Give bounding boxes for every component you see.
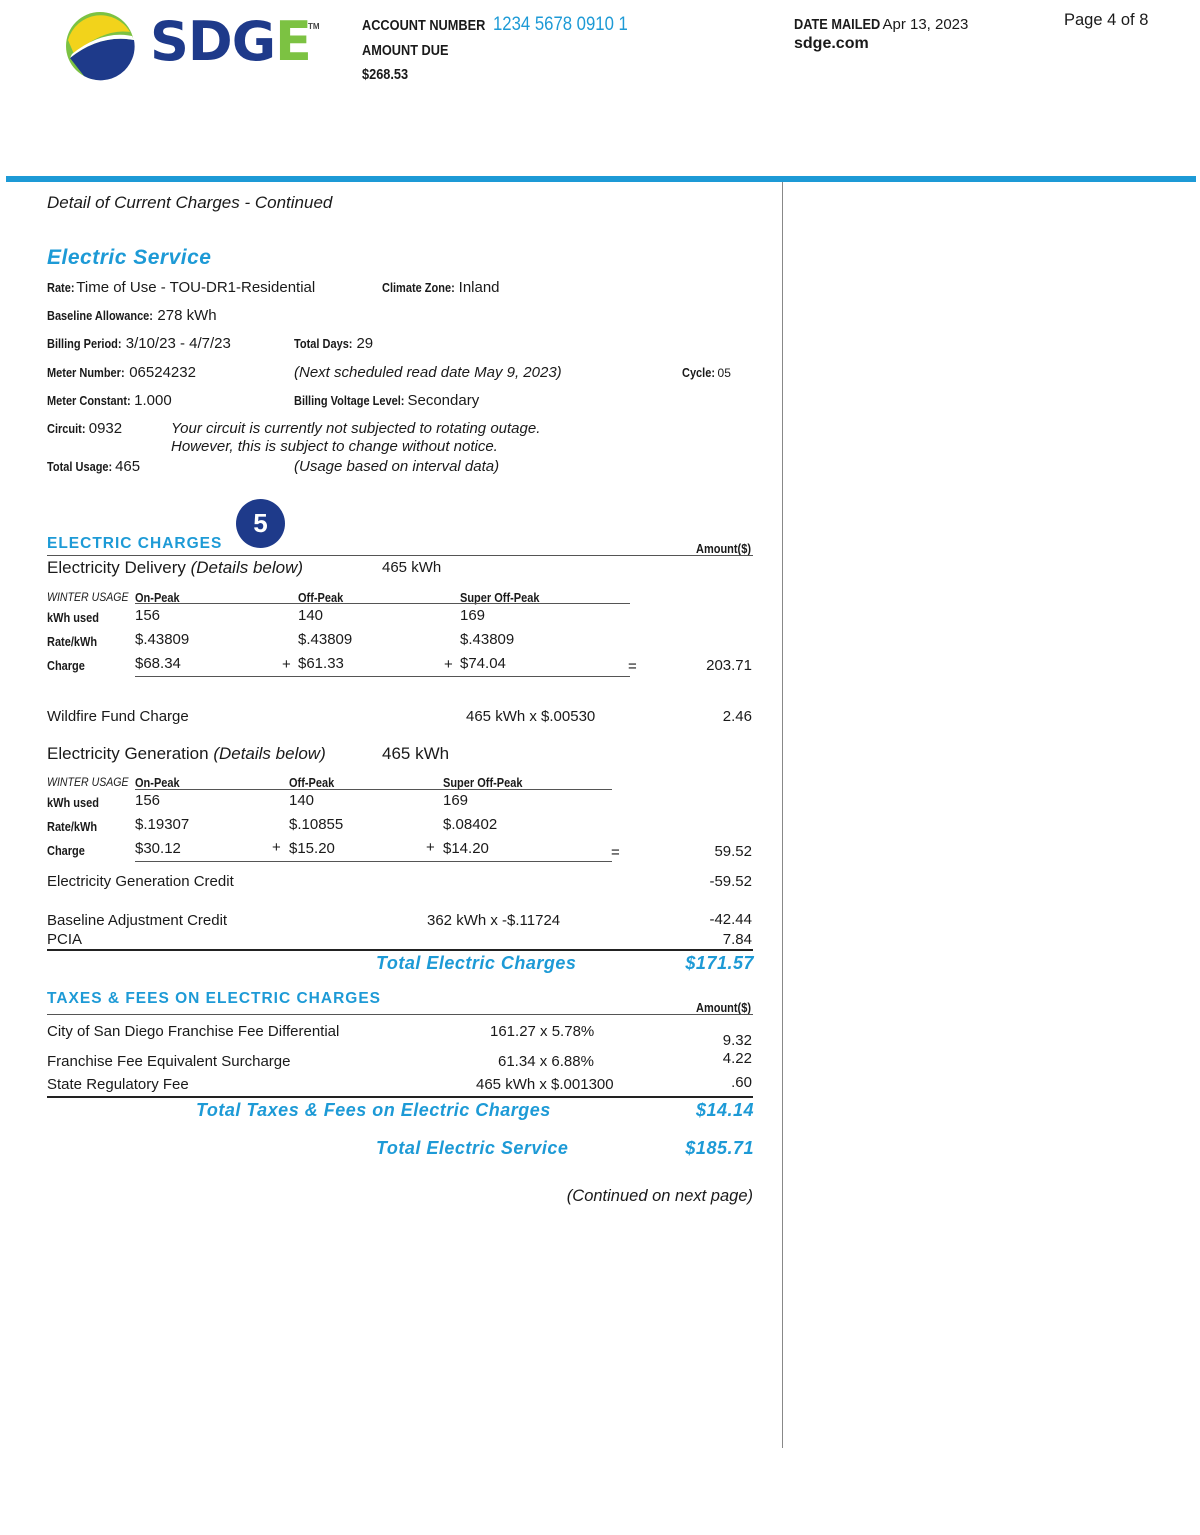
- generation-plus-1: +: [272, 839, 281, 856]
- voltage-value: Secondary: [407, 392, 480, 409]
- tax-row-2-amount: 4.22: [722, 1050, 752, 1067]
- delivery-col-super-off-peak: Super Off-Peak: [460, 591, 540, 605]
- taxes-total-rule: [47, 1096, 753, 1098]
- account-number: 1234 5678 0910 1: [492, 14, 628, 35]
- climate-zone-value: Inland: [458, 279, 500, 296]
- electric-charges-rule: [47, 555, 753, 556]
- tax-row-2-label: Franchise Fee Equivalent Surcharge: [47, 1053, 291, 1070]
- generation-rate-super-off-peak: $.08402: [443, 816, 498, 833]
- baseline-allowance-value: 278 kWh: [157, 307, 217, 324]
- meter-constant-value: 1.000: [134, 392, 172, 409]
- baseline-credit-label: Baseline Adjustment Credit: [47, 912, 228, 929]
- generation-charge-on-peak: $30.12: [135, 840, 181, 857]
- tax-row-3-amount: .60: [731, 1074, 752, 1091]
- tax-row-2-calc: 61.34 x 6.88%: [498, 1053, 594, 1070]
- generation-kwh-off-peak: 140: [289, 792, 315, 809]
- step-badge: 5: [236, 499, 285, 548]
- billing-period-value: 3/10/23 - 4/7/23: [125, 335, 231, 352]
- generation-rate-off-peak: $.10855: [289, 816, 344, 833]
- total-usage-label: Total Usage:: [47, 460, 113, 474]
- total-taxes-label: Total Taxes & Fees on Electric Charges: [196, 1100, 551, 1120]
- generation-credit-amount: -59.52: [709, 873, 752, 890]
- total-electric-service-label: Total Electric Service: [376, 1138, 569, 1158]
- taxes-rule: [47, 1014, 753, 1015]
- cycle-value: 05: [717, 366, 731, 380]
- delivery-kwh-super-off-peak: 169: [460, 607, 486, 624]
- delivery-rate-on-peak: $.43809: [135, 631, 190, 648]
- climate-zone-label: Climate Zone:: [382, 281, 455, 295]
- generation-col-on-peak: On-Peak: [135, 776, 180, 790]
- delivery-row-kwh-label: kWh used: [47, 611, 99, 625]
- continued-note: (Continued on next page): [566, 1187, 753, 1205]
- generation-credit-label: Electricity Generation Credit: [47, 873, 234, 890]
- taxes-amount-header: Amount($): [696, 1001, 751, 1015]
- logo-wordmark: [150, 10, 311, 73]
- generation-col-off-peak: Off-Peak: [289, 776, 335, 790]
- delivery-equals: =: [628, 658, 637, 675]
- electric-charges-total-rule: [47, 949, 753, 951]
- tax-row-1-amount: 9.32: [722, 1032, 752, 1049]
- generation-col-super-off-peak: Super Off-Peak: [443, 776, 523, 790]
- logo-wordmark-accent: E: [275, 10, 311, 73]
- generation-row-rate-label: Rate/kWh: [47, 820, 98, 834]
- right-column-divider: [782, 182, 783, 1448]
- circuit-value: 0932: [88, 420, 123, 437]
- generation-kwh-super-off-peak: 169: [443, 792, 469, 809]
- delivery-rate-super-off-peak: $.43809: [460, 631, 515, 648]
- electric-service-title: Electric Service: [47, 246, 212, 269]
- generation-bottom-rule: [135, 861, 612, 862]
- total-electric-service-amount: $185.71: [685, 1138, 754, 1158]
- delivery-rate-off-peak: $.43809: [298, 631, 353, 648]
- total-electric-charges-label: Total Electric Charges: [376, 953, 577, 973]
- generation-row-charge-label: Charge: [47, 844, 85, 858]
- wildfire-calc: 465 kWh x $.00530: [466, 708, 596, 725]
- logo-wordmark-main: SDG: [150, 10, 276, 73]
- wildfire-amount: 2.46: [722, 708, 752, 725]
- header-divider: [6, 176, 1196, 182]
- meter-number-value: 06524232: [129, 364, 196, 381]
- date-mailed: Apr 13, 2023: [882, 16, 969, 33]
- amount-due-label: AMOUNT DUE: [362, 43, 449, 59]
- delivery-kwh-on-peak: 156: [135, 607, 161, 624]
- delivery-header-rule: [135, 603, 630, 604]
- generation-kwh-on-peak: 156: [135, 792, 161, 809]
- tax-row-3-label: State Regulatory Fee: [47, 1076, 189, 1093]
- total-usage-value: 465: [115, 458, 141, 475]
- amount-column-header: Amount($): [696, 542, 751, 556]
- circuit-label: Circuit:: [47, 422, 86, 436]
- account-number-label: ACCOUNT NUMBER: [362, 18, 486, 34]
- total-days-label: Total Days:: [294, 337, 353, 351]
- delivery-charge-off-peak: $61.33: [298, 655, 344, 672]
- pcia-amount: 7.84: [722, 931, 752, 948]
- voltage-label: Billing Voltage Level:: [294, 394, 405, 408]
- logo-trademark: TM: [308, 22, 320, 31]
- section-title: Detail of Current Charges - Continued: [47, 193, 333, 212]
- delivery-kwh: 465 kWh: [382, 559, 442, 576]
- electric-charges-heading: ELECTRIC CHARGES: [47, 535, 223, 552]
- delivery-kwh-off-peak: 140: [298, 607, 324, 624]
- total-electric-charges-amount: $171.57: [685, 953, 754, 973]
- generation-row-kwh-label: kWh used: [47, 796, 99, 810]
- delivery-label-note: (Details below): [190, 558, 304, 577]
- generation-equals: =: [611, 844, 620, 861]
- generation-kwh: 465 kWh: [382, 744, 450, 763]
- logo-mark-icon: [64, 10, 136, 82]
- total-taxes-amount: $14.14: [695, 1100, 754, 1120]
- baseline-credit-calc: 362 kWh x -$.11724: [427, 912, 561, 929]
- generation-total: 59.52: [714, 843, 752, 860]
- date-mailed-block: [794, 16, 968, 34]
- meter-constant-label: Meter Constant:: [47, 394, 131, 408]
- tax-row-1-calc: 161.27 x 5.78%: [490, 1023, 595, 1040]
- meter-number-label: Meter Number:: [47, 366, 125, 380]
- generation-label-note: (Details below): [213, 744, 326, 763]
- delivery-col-off-peak: Off-Peak: [298, 591, 344, 605]
- cycle-label: Cycle:: [682, 366, 716, 380]
- sdge-logo: [64, 8, 334, 84]
- delivery-bottom-rule: [135, 676, 630, 677]
- circuit-note-1: Your circuit is currently not subjected to rotating outage.: [171, 420, 541, 437]
- generation-charge-super-off-peak: $14.20: [443, 840, 489, 857]
- generation-rate-on-peak: $.19307: [135, 816, 190, 833]
- generation-label-block: [47, 744, 326, 764]
- billing-period-label: Billing Period:: [47, 337, 122, 351]
- delivery-col-on-peak: On-Peak: [135, 591, 180, 605]
- delivery-row-rate-label: Rate/kWh: [47, 635, 98, 649]
- baseline-allowance-label: Baseline Allowance:: [47, 309, 153, 323]
- total-days-value: 29: [356, 335, 374, 352]
- taxes-heading: TAXES & FEES ON ELECTRIC CHARGES: [47, 990, 381, 1007]
- website-link[interactable]: sdge.com: [794, 35, 869, 52]
- delivery-plus-2: +: [444, 656, 453, 673]
- tax-row-3-calc: 465 kWh x $.001300: [476, 1076, 614, 1093]
- usage-note: (Usage based on interval data): [294, 458, 500, 475]
- page-indicator: Page 4 of 8: [1064, 11, 1149, 29]
- delivery-charge-super-off-peak: $74.04: [460, 655, 506, 672]
- account-number-block: [362, 14, 646, 36]
- delivery-plus-1: +: [282, 656, 291, 673]
- baseline-credit-amount: -42.44: [709, 911, 752, 928]
- tax-row-1-label: City of San Diego Franchise Fee Differential: [47, 1023, 340, 1040]
- generation-label: Electricity Generation: [47, 744, 209, 763]
- generation-charge-off-peak: $15.20: [289, 840, 335, 857]
- date-mailed-label: DATE MAILED: [794, 17, 881, 33]
- delivery-charge-on-peak: $68.34: [135, 655, 181, 672]
- amount-due-value: $268.53: [362, 67, 409, 83]
- delivery-total: 203.71: [706, 657, 752, 674]
- generation-header-rule: [135, 789, 612, 790]
- generation-plus-2: +: [426, 839, 435, 856]
- pcia-label: PCIA: [47, 931, 83, 948]
- rate-label: Rate:: [47, 281, 75, 295]
- circuit-note-2: However, this is subject to change without notice.: [171, 438, 498, 455]
- next-read-note: (Next scheduled read date May 9, 2023): [294, 364, 562, 381]
- rate-value: Time of Use - TOU-DR1-Residential: [76, 279, 316, 296]
- delivery-row-charge-label: Charge: [47, 659, 85, 673]
- generation-season: WINTER USAGE: [47, 775, 129, 789]
- wildfire-label: Wildfire Fund Charge: [47, 708, 189, 725]
- delivery-label: Electricity Delivery: [47, 558, 186, 577]
- delivery-label-block: [47, 558, 303, 578]
- delivery-season: WINTER USAGE: [47, 590, 129, 604]
